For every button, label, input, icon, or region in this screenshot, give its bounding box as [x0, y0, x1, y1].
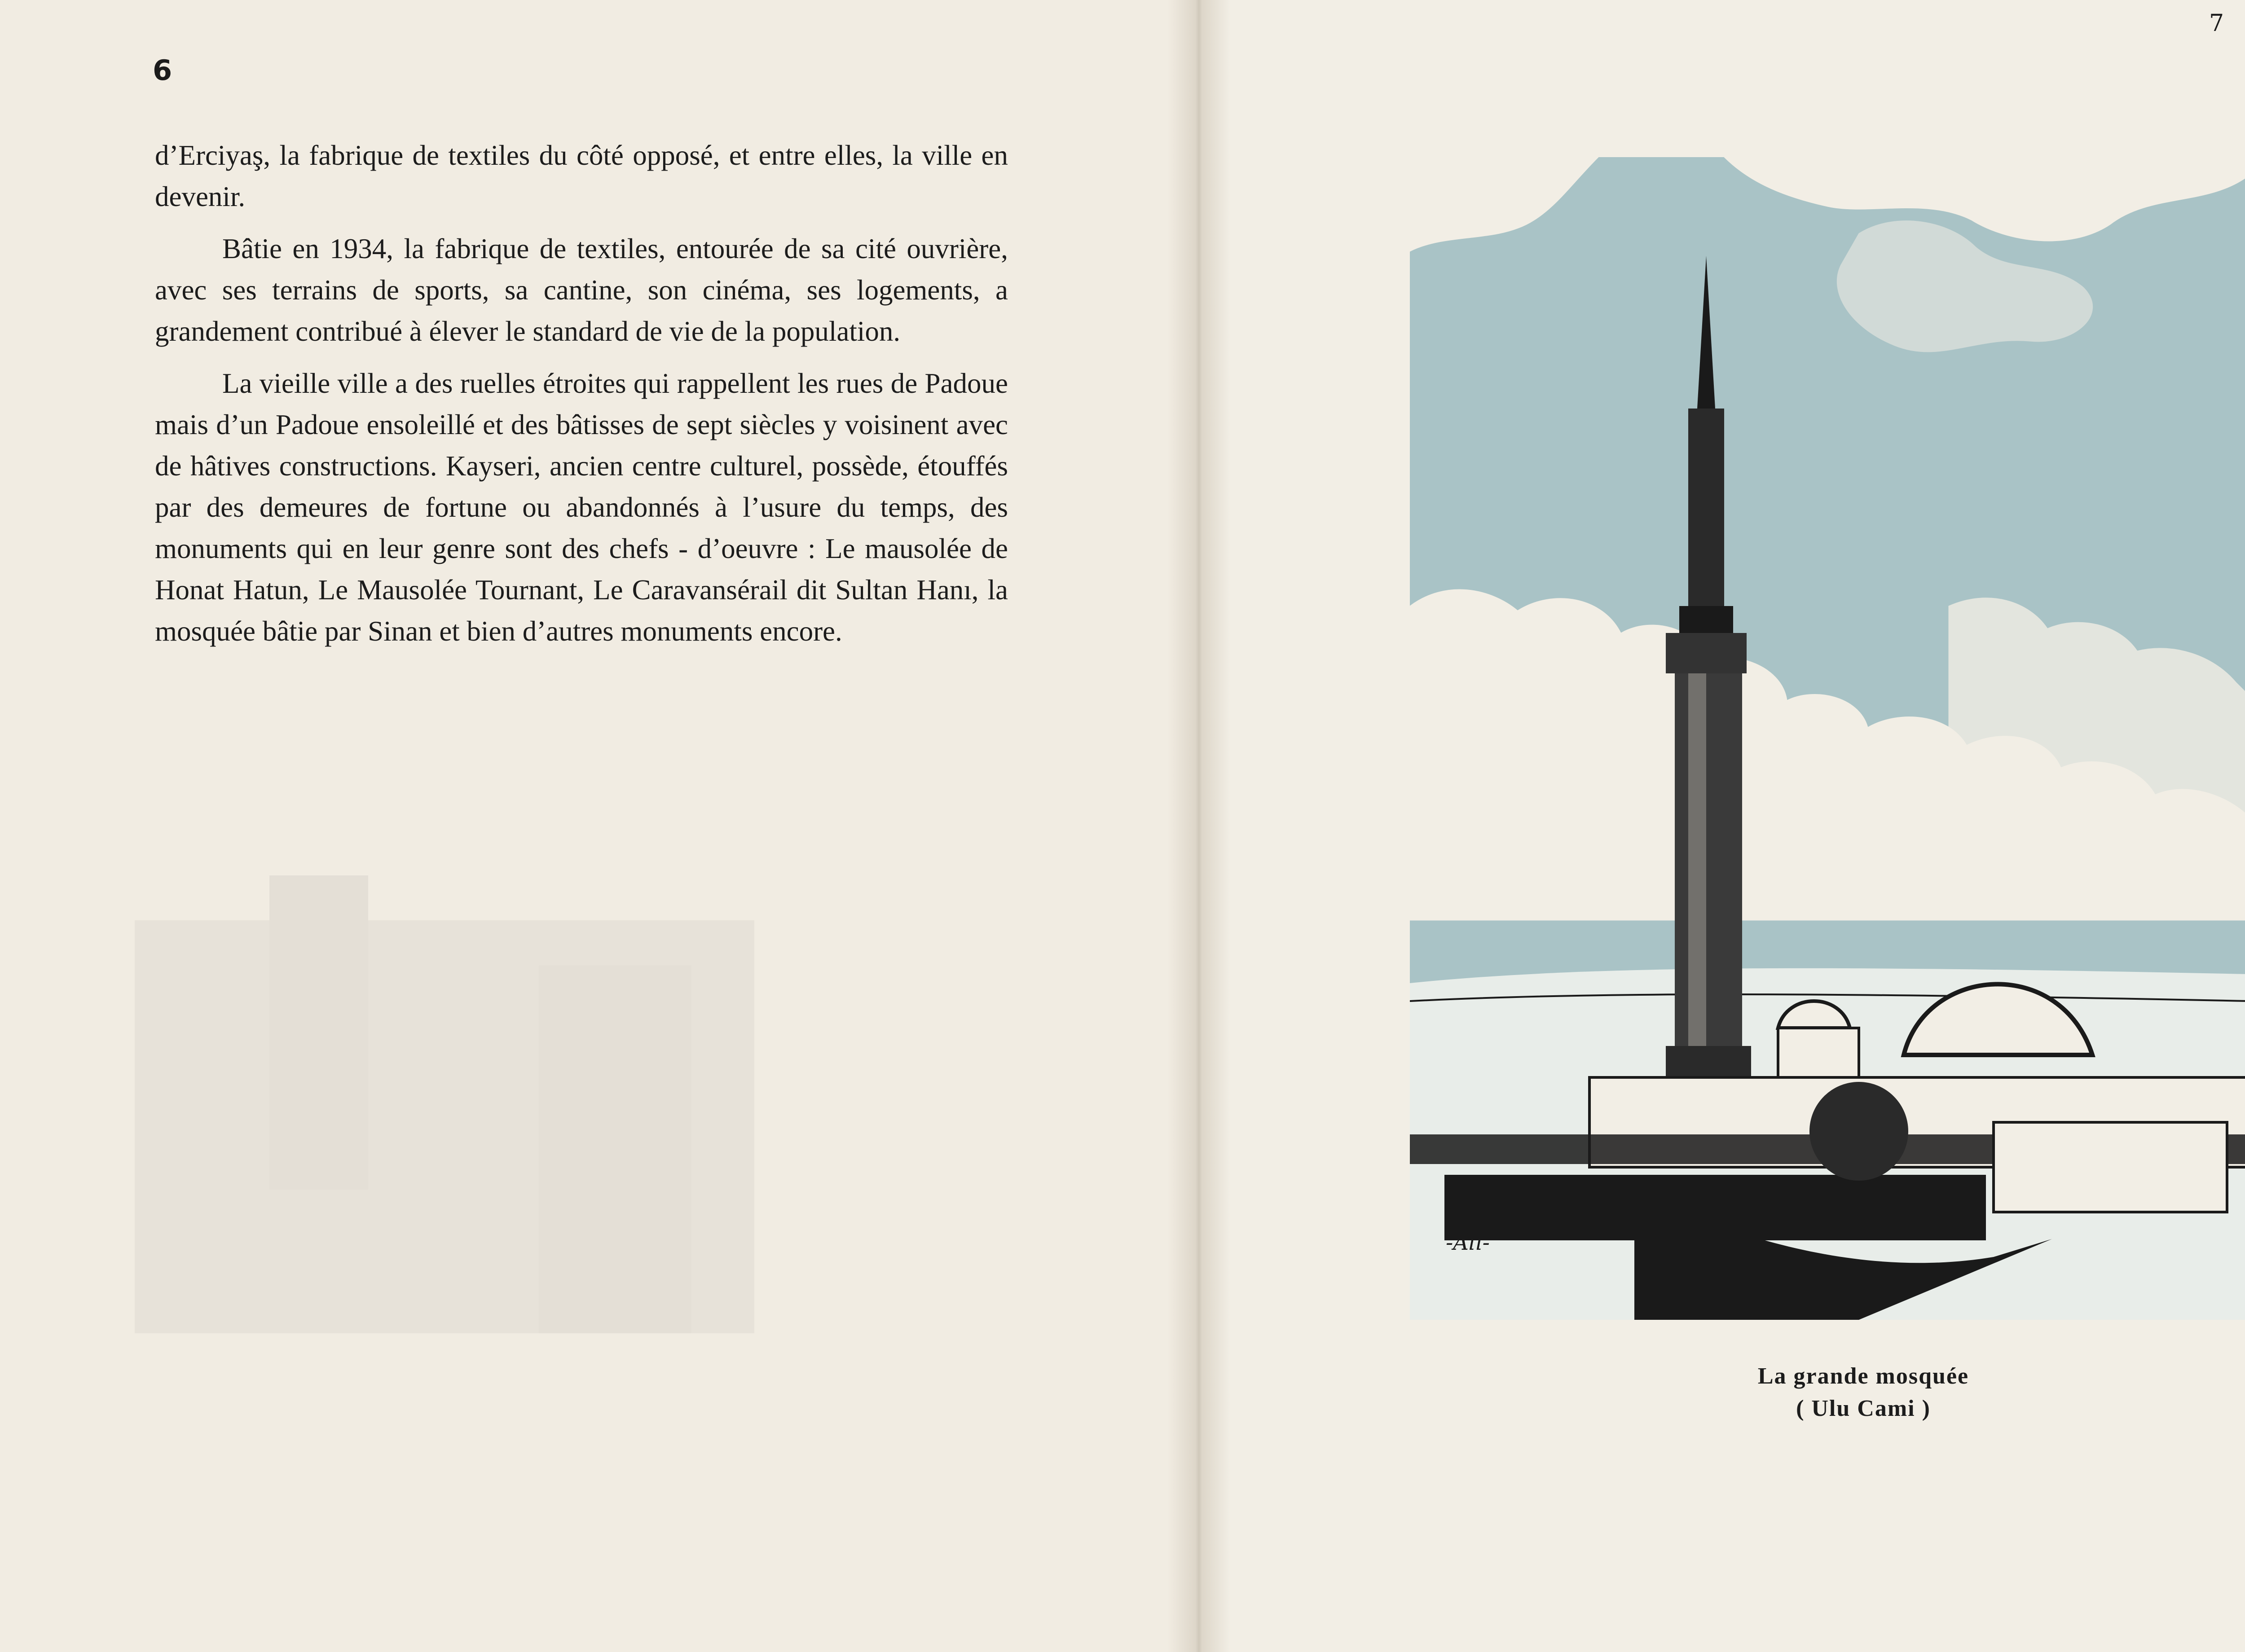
- book-gutter: [1167, 0, 1230, 1652]
- tree: [1809, 1082, 1908, 1181]
- bleed-through-image: [135, 875, 754, 1333]
- paragraph: d’Erciyaş, la fabrique de textiles du côté opposé, et entre elles, la ville en devenir.: [155, 140, 1008, 212]
- page-number: 6: [153, 54, 172, 87]
- mosque-illustration: [1410, 157, 2245, 1320]
- illustration-caption: [1639, 1360, 2088, 1425]
- paragraph: Bâtie en 1934, la fabrique de textiles, entourée de sa cité ouvrière, avec ses terrains de sports, sa cantine, son cinéma, ses logements, a grandement contribué à élever le standard de vie de la population.: [155, 233, 1008, 347]
- paragraph: La vieille ville a des ruelles étroites qui rappellent les rues de Padoue mais d’un Padoue ensoleillé et des bâtisses de sept siècles y voisinent avec de hâtives constructions. Kayseri, ancien centre culturel, possède, étouffés par des demeures de fortune ou abandonnés à l’usure du temps, des monuments qui en leur genre sont des chefs - d’oeuvre : Le mausolée de Honat Hatun, Le Mausolée Tournant, Le Caravansérail dit Sultan Hanı, la mosquée bâtie par Sinan et bien d’autres monuments encore.: [155, 368, 1008, 647]
- body-text: [155, 135, 1008, 663]
- caption-subtitle: ( Ulu Cami ): [1796, 1396, 1931, 1421]
- page-number: 7: [2209, 10, 2224, 37]
- caption-title: La grande mosquée: [1757, 1363, 1969, 1389]
- artist-signature: -Ali-: [1446, 1230, 1490, 1255]
